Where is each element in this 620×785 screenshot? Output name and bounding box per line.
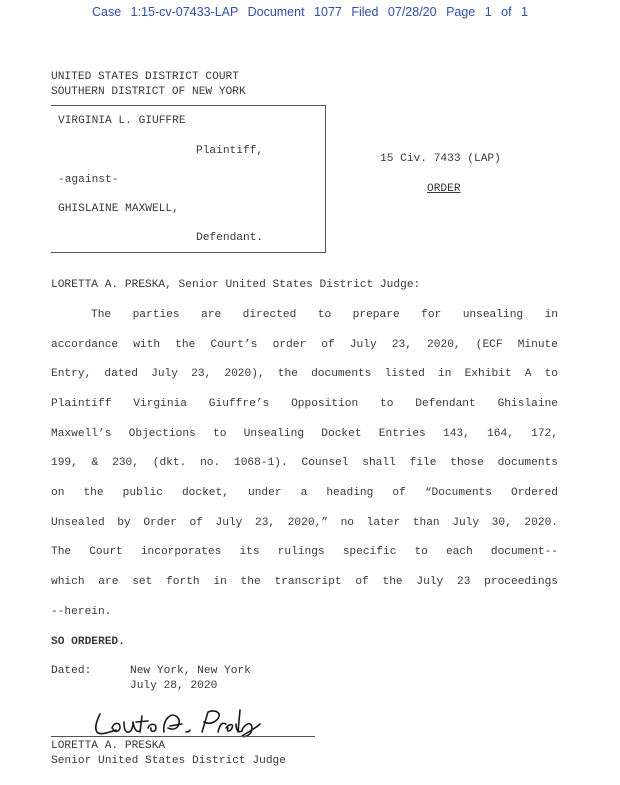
body-line: on the public docket, under a heading of “Documents Ordered: [51, 487, 558, 499]
filed-date: Filed 07/28/20: [351, 5, 437, 19]
court-name-line2: SOUTHERN DISTRICT OF NEW YORK: [51, 86, 246, 98]
body-line: 199, & 230, (dkt. no. 1068-1). Counsel shall file those documents: [51, 457, 558, 469]
body-line: accordance with the Court’s order of July 23, 2020, (ECF Minute: [51, 339, 558, 351]
signer-title: Senior United States District Judge: [51, 755, 286, 767]
body-line: The parties are directed to prepare for unsealing in: [91, 309, 558, 321]
dated-place: New York, New York: [130, 665, 251, 677]
so-ordered: SO ORDERED.: [51, 636, 125, 648]
against-label: -against-: [58, 174, 119, 186]
filing-header: [0, 5, 620, 19]
signature-line: [51, 736, 315, 737]
judge-intro: LORETTA A. PRESKA, Senior United States District Judge:: [51, 279, 421, 291]
signer-name: LORETTA A. PRESKA: [51, 740, 166, 752]
defendant-name: GHISLAINE MAXWELL,: [58, 203, 179, 215]
dated-date: July 28, 2020: [130, 680, 218, 692]
plaintiff-name: VIRGINIA L. GIUFFRE: [58, 115, 186, 127]
body-line: Plaintiff Virginia Giuffre’s Opposition to Defendant Ghislaine: [51, 398, 558, 410]
body-line: Maxwell’s Objections to Unsealing Docket Entries 143, 164, 172,: [51, 428, 558, 440]
plaintiff-role: Plaintiff,: [196, 145, 264, 157]
body-line: --herein.: [51, 606, 112, 618]
document-number: Document 1077: [247, 5, 342, 19]
body-line: which are set forth in the transcript of the July 23 proceedings: [51, 576, 558, 588]
page-count: Page 1 of 1: [446, 5, 529, 19]
handwritten-signature: [90, 706, 280, 740]
case-number-header: Case 1:15-cv-07433-LAP: [91, 5, 239, 19]
dated-label: Dated:: [51, 665, 92, 677]
court-name-line1: UNITED STATES DISTRICT COURT: [51, 71, 239, 83]
order-title: ORDER: [427, 183, 461, 195]
body-line: Entry, dated July 23, 2020), the documents listed in Exhibit A to: [51, 368, 558, 380]
defendant-role: Defendant.: [196, 232, 264, 244]
body-line: Unsealed by Order of July 23, 2020,” no later than July 30, 2020.: [51, 517, 558, 529]
body-line: The Court incorporates its rulings specific to each document--: [51, 546, 558, 558]
case-number: 15 Civ. 7433 (LAP): [380, 153, 501, 165]
